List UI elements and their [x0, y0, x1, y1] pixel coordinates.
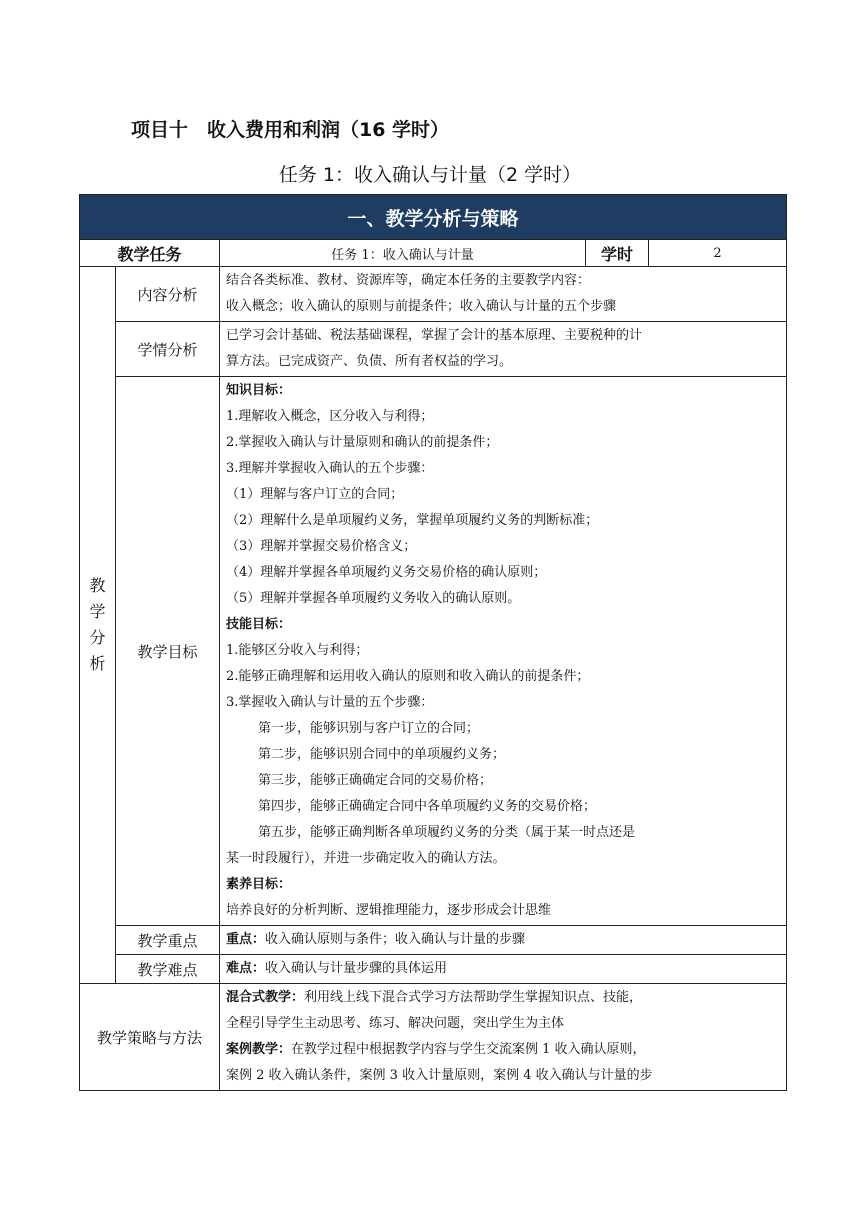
- knowledge-heading: 知识目标：: [226, 383, 292, 398]
- blended-line: 利用线上线下混合式学习方法帮助学生掌握知识点、技能，: [304, 990, 643, 1005]
- skill-line: 1.能够区分收入与利得；: [226, 643, 369, 658]
- knowledge-line: 3.理解并掌握收入确认的五个步骤：: [226, 461, 434, 476]
- knowledge-line: 1.理解收入概念，区分收入与利得；: [226, 409, 434, 424]
- skill-step-continuation: 某一时段履行），并进一步确定收入的确认方法。: [226, 851, 506, 866]
- task-label: 教学任务: [80, 240, 220, 267]
- skill-step: 第四步，能够正确确定合同中各单项履约义务的交易价格；: [258, 799, 597, 814]
- learner-analysis-line: 算方法。已完成资产、负债、所有者权益的学习。: [226, 354, 513, 369]
- key-points-body: 收入确认原则与条件；收入确认与计量的步骤: [265, 932, 526, 947]
- blended-line: 全程引导学生主动思考、练习、解决问题，突出学生为主体: [226, 1016, 565, 1031]
- skill-step: 第五步，能够正确判断各单项履约义务的分类（属于某一时点还是: [258, 825, 636, 840]
- skill-line: 2.能够正确理解和运用收入确认的原则和收入确认的前提条件；: [226, 669, 590, 684]
- content-analysis-line: 收入概念；收入确认的原则与前提条件；收入确认与计量的五个步骤: [226, 299, 617, 314]
- analysis-group-label: [80, 267, 116, 984]
- key-points-text: [220, 926, 787, 955]
- literacy-line: 培养良好的分析判断、逻辑推理能力，逐步形成会计思维: [226, 903, 552, 918]
- task-title: 任务 1：收入确认与计量（2 学时）: [278, 164, 582, 186]
- learner-analysis-label: 学情分析: [116, 322, 220, 377]
- skill-line: 3.掌握收入确认与计量的五个步骤：: [226, 695, 434, 710]
- objectives-text: [220, 377, 787, 926]
- knowledge-line: 2.掌握收入确认与计量原则和确认的前提条件；: [226, 435, 499, 450]
- section-banner: 一、教学分析与策略: [80, 195, 787, 240]
- skill-step: 第三步，能够正确确定合同的交易价格；: [258, 773, 493, 788]
- content-analysis-text: [220, 267, 787, 322]
- knowledge-line: （5）理解并掌握各单项履约义务收入的确认原则。: [226, 591, 521, 606]
- hours-label: 学时: [586, 240, 649, 267]
- learner-analysis-line: 已学习会计基础、税法基础课程，掌握了会计的基本原理、主要税种的计: [226, 328, 643, 343]
- knowledge-line: （3）理解并掌握交易价格含义；: [226, 539, 417, 554]
- project-title: 项目十 收入费用和利润（16 学时）: [131, 119, 450, 141]
- knowledge-line: （2）理解什么是单项履约义务，掌握单项履约义务的判断标准；: [226, 513, 599, 528]
- strategy-label: 教学策略与方法: [80, 984, 220, 1091]
- literacy-heading: 素养目标：: [226, 877, 292, 892]
- case-prefix: 案例教学：: [226, 1042, 292, 1057]
- case-line: 在教学过程中根据教学内容与学生交流案例 1 收入确认原则，: [291, 1042, 646, 1057]
- content-analysis-line: 结合各类标准、教材、资源库等，确定本任务的主要教学内容：: [226, 273, 591, 288]
- key-points-label: 教学重点: [116, 926, 220, 955]
- knowledge-line: （4）理解并掌握各单项履约义务交易价格的确认原则；: [226, 565, 547, 580]
- hours-value: 2: [649, 240, 787, 267]
- key-points-prefix: 重点：: [226, 932, 266, 947]
- strategy-text: [220, 984, 787, 1091]
- skill-heading: 技能目标：: [226, 617, 292, 632]
- task-name: 任务 1：收入确认与计量: [220, 240, 586, 267]
- difficulties-text: [220, 955, 787, 984]
- analysis-group-text: 教学分析: [89, 576, 106, 673]
- skill-step: 第二步，能够识别合同中的单项履约义务；: [258, 747, 506, 762]
- content-analysis-label: 内容分析: [116, 267, 220, 322]
- blended-prefix: 混合式教学：: [226, 990, 305, 1005]
- difficulties-prefix: 难点：: [226, 961, 266, 976]
- difficulties-label: 教学难点: [116, 955, 220, 984]
- knowledge-line: （1）理解与客户订立的合同；: [226, 487, 404, 502]
- learner-analysis-text: [220, 322, 787, 377]
- objectives-label: 教学目标: [116, 377, 220, 926]
- skill-step: 第一步，能够识别与客户订立的合同；: [258, 721, 480, 736]
- case-line: 案例 2 收入确认条件，案例 3 收入计量原则，案例 4 收入确认与计量的步: [226, 1068, 653, 1083]
- difficulties-body: 收入确认与计量步骤的具体运用: [265, 961, 448, 976]
- teaching-analysis-table: [79, 194, 787, 1091]
